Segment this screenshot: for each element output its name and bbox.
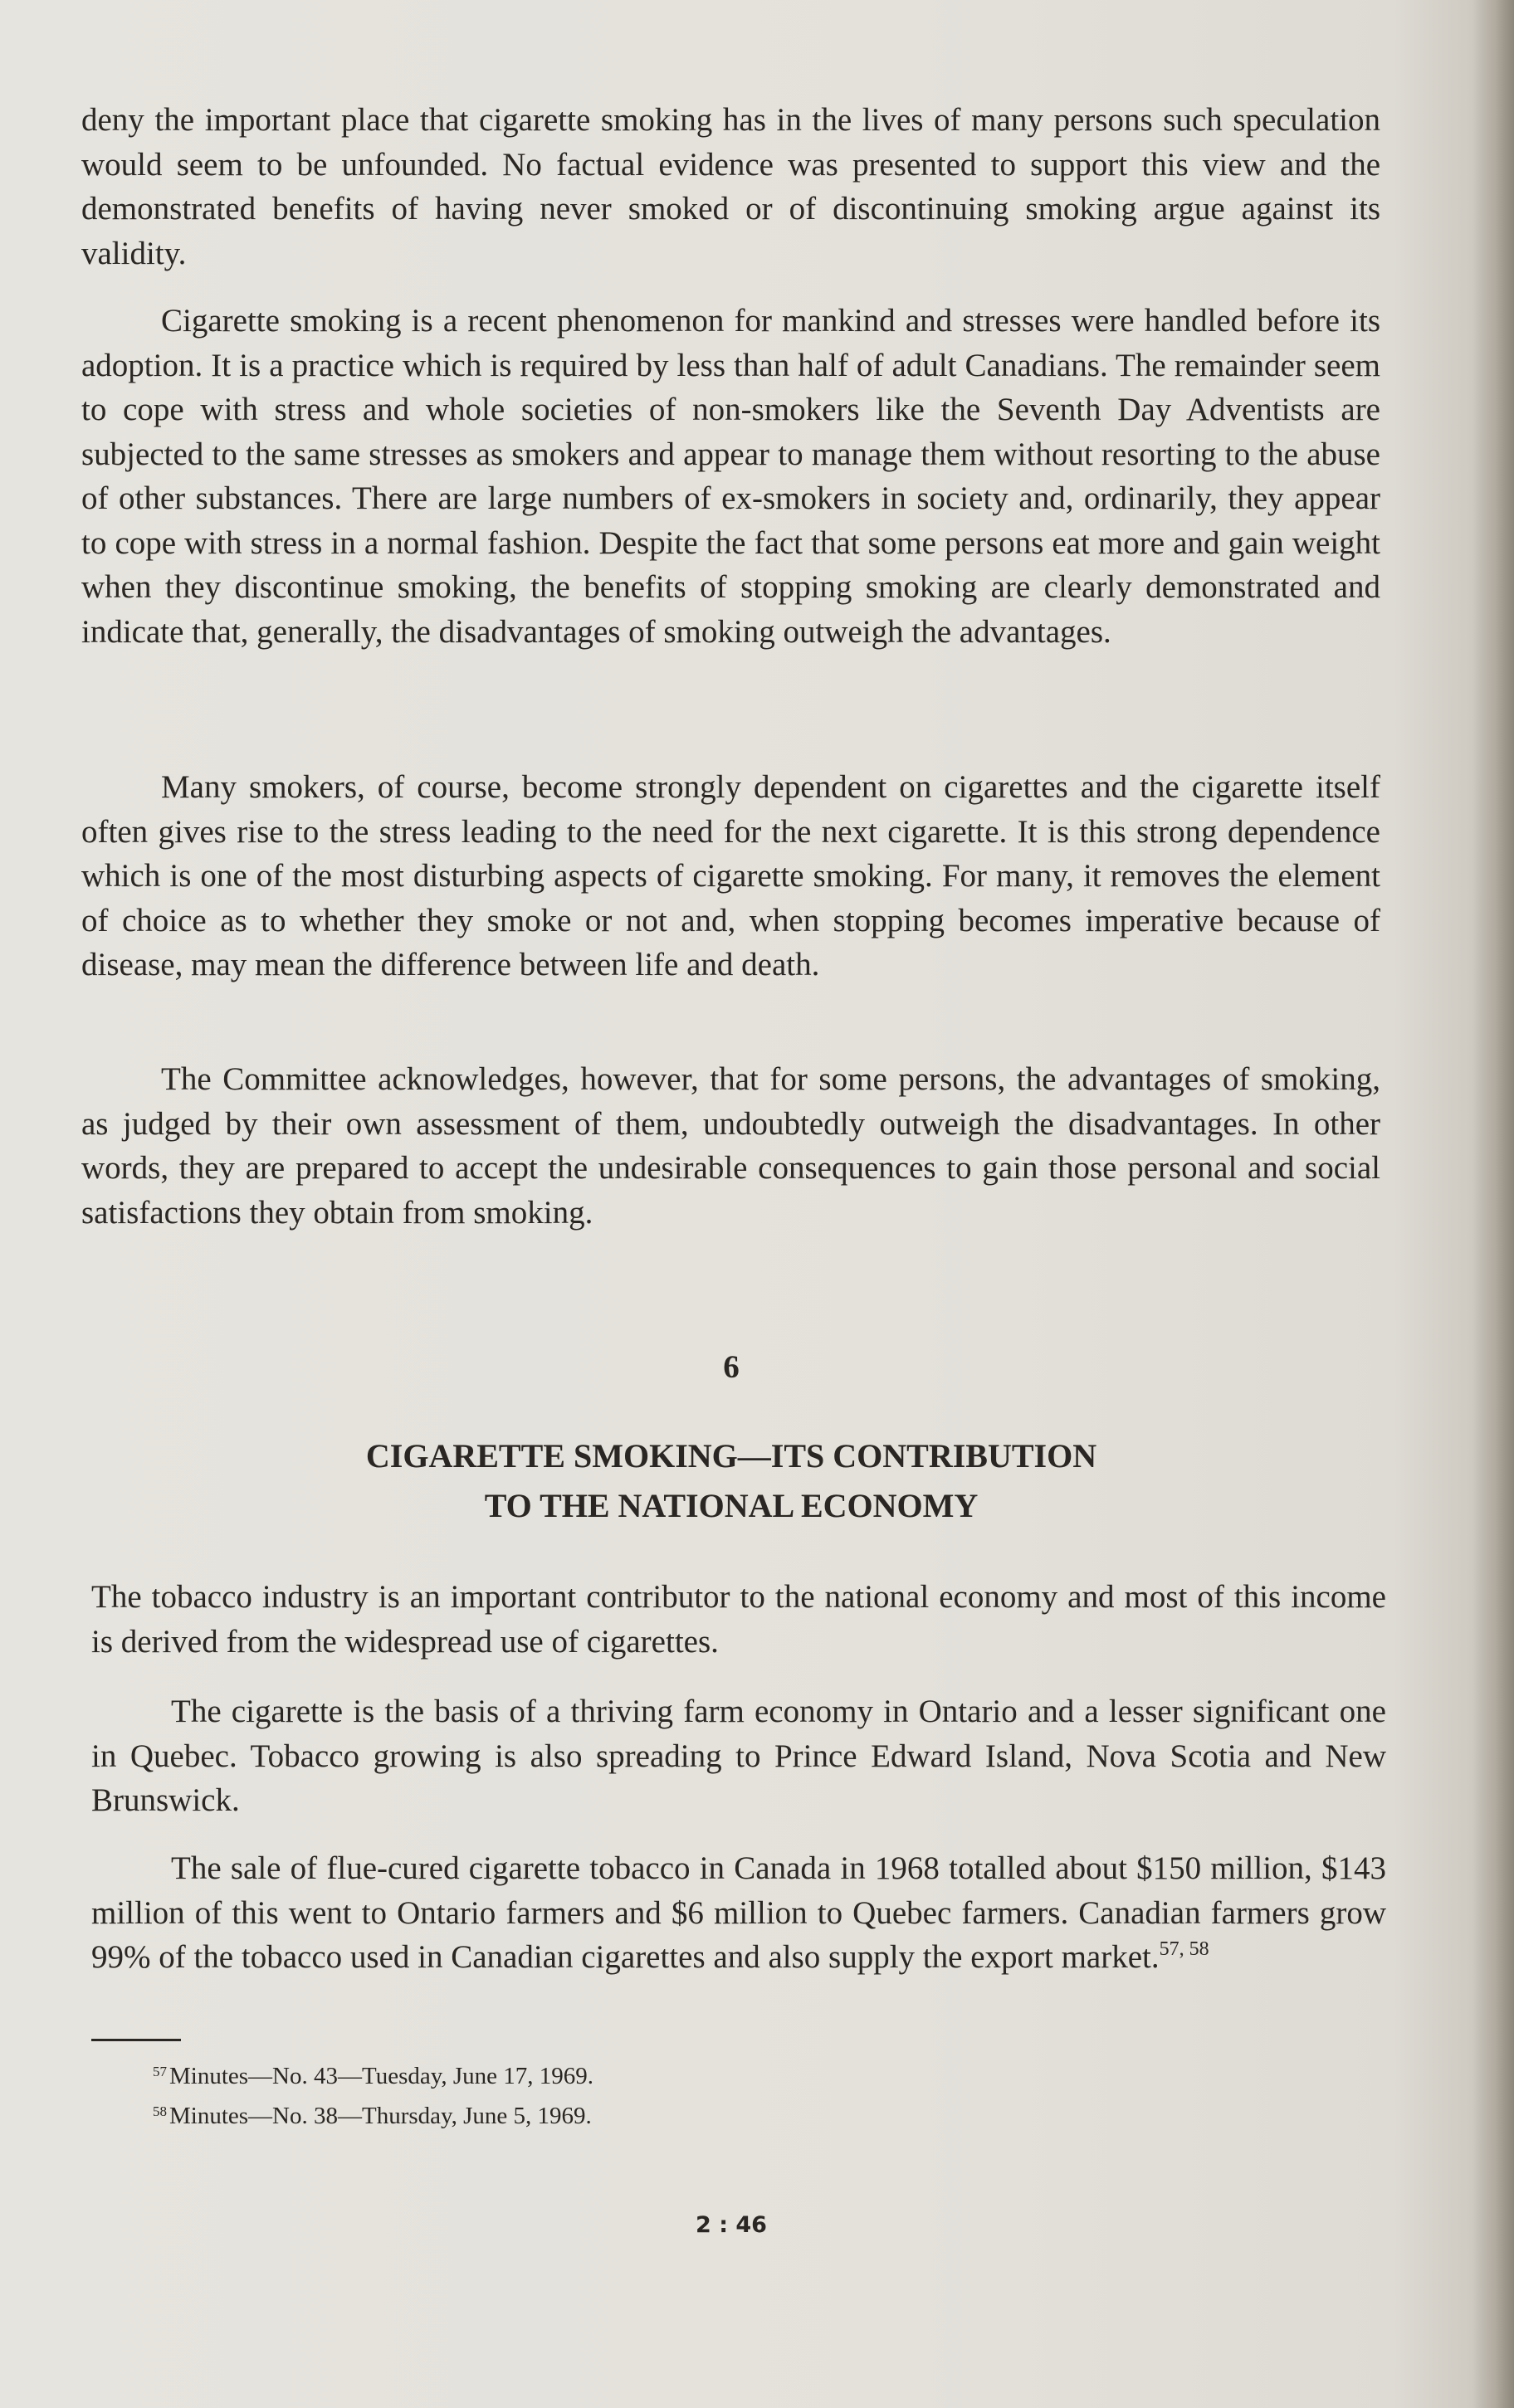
paragraph-farm-economy: The cigarette is the basis of a thriving farm economy in Ontario and a lesser significant one in Quebec. Tobacco growing is also spreading to Prince Edward Island, Nova Scotia and New Brunswick. (91, 1694, 1386, 1818)
footnote-text-57: Minutes—No. 43—Tuesday, June 17, 1969. (169, 2063, 593, 2089)
footnote-mark-58: 58 (153, 2103, 167, 2119)
page-number: 2 : 46 (696, 2212, 767, 2238)
section-number: 6 (723, 1349, 740, 1385)
page-edge-shadow (1472, 0, 1514, 2408)
footnote-divider (91, 2039, 181, 2041)
paragraph-committee-acknowledges: The Committee acknowledges, however, that for some persons, the advantages of smoking, as judged by their own assessment of them, undoubtedly outweigh the disadvantages. In other words, they are prepared to accept the undesirable consequences to gain those personal and social satisfactions they obtain from smoking. (81, 1061, 1380, 1231)
flue-cured-sale-text: The sale of flue-cured cigarette tobacco in Canada in 1968 totalled about $150 million, $143 million of this went to Ontario farmers and $6 million to Quebec farmers. Canadian farmers grow 99% of the tobacco used in Canadian cigarettes and also supply the export market. (91, 1850, 1386, 1975)
paragraph-flue-cured-sale (91, 1846, 1386, 1980)
paragraph-dependence: Many smokers, of course, become strongly dependent on cigarettes and the cigarette itself often gives rise to the stress leading to the need for the next cigarette. It is this strong dependence which is one of the most disturbing aspects of cigarette smoking. For many, it removes the element of choice as to whether they smoke or not and, when stopping becomes imperative because of disease, may mean the difference between life and death. (81, 769, 1380, 982)
section-title-line-2: TO THE NATIONAL ECONOMY (484, 1487, 979, 1524)
section-title (0, 1431, 1463, 1531)
paragraph-tobacco-industry: The tobacco industry is an important contributor to the national economy and most of this income is derived from the widespread use of cigarettes. (91, 1579, 1386, 1660)
footnote-57 (153, 2057, 593, 2091)
footnote-text-58: Minutes—No. 38—Thursday, June 5, 1969. (169, 2103, 592, 2129)
section-title-line-1: CIGARETTE SMOKING—ITS CONTRIBUTION (365, 1437, 1097, 1475)
footnote-mark-57: 57 (153, 2064, 167, 2079)
paragraph-continuation: deny the important place that cigarette smoking has in the lives of many persons such speculation would seem to be unfounded. No factual evidence was presented to support this view and the demonstrated benefits of having never smoked or of discontinuing smoking argue against its validity. (81, 102, 1380, 271)
footnote-58 (153, 2097, 592, 2131)
footnote-references: 57, 58 (1159, 1938, 1209, 1960)
paragraph-stress-handling: Cigarette smoking is a recent phenomenon for mankind and stresses were handled before its adoption. It is a practice which is required by less than half of adult Canadians. The remainder seem to cope with stress and whole societies of non-smokers like the Seventh Day Adventists are subjected to the same stresses as smokers and appear to manage them without resorting to the abuse of other substances. There are large numbers of ex-smokers in society and, ordinarily, they appear to cope with stress in a normal fashion. Despite the fact that some persons eat more and gain weight when they discontinue smoking, the benefits of stopping smoking are clearly demonstrated and indicate that, generally, the disadvantages of smoking outweigh the advantages. (81, 303, 1380, 650)
